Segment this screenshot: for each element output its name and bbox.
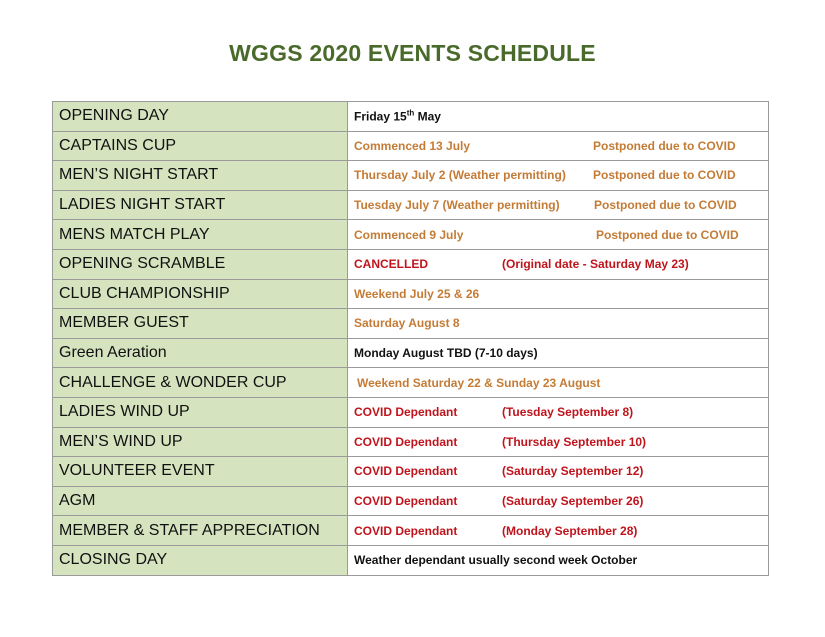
event-status: (Saturday September 26) — [502, 494, 644, 509]
event-name: CHALLENGE & WONDER CUP — [53, 368, 348, 398]
event-date: COVID Dependant — [354, 523, 458, 538]
table-row — [53, 486, 769, 516]
event-date-cell — [348, 249, 769, 279]
event-name: MEMBER & STAFF APPRECIATION — [53, 516, 348, 546]
event-name: OPENING SCRAMBLE — [53, 249, 348, 279]
event-name: MENS MATCH PLAY — [53, 220, 348, 250]
event-status: Postponed due to COVID — [596, 227, 739, 242]
event-date-cell — [348, 457, 769, 487]
event-date: Commenced 13 July — [354, 138, 471, 153]
event-date-cell — [348, 486, 769, 516]
event-date-cell — [348, 190, 769, 220]
table-row — [53, 220, 769, 250]
event-status: Postponed due to COVID — [594, 198, 737, 213]
event-date-cell — [348, 279, 769, 309]
event-date: Monday August TBD (7-10 days) — [354, 346, 538, 361]
table-row — [53, 368, 769, 398]
event-name: LADIES NIGHT START — [53, 190, 348, 220]
event-name: LADIES WIND UP — [53, 397, 348, 427]
event-date: CANCELLED — [354, 257, 428, 272]
table-row — [53, 545, 769, 575]
table-row — [53, 102, 769, 132]
event-date: Weekend July 25 & 26 — [354, 286, 480, 301]
event-date-cell — [348, 427, 769, 457]
event-date-cell — [348, 545, 769, 575]
event-date: Commenced 9 July — [354, 227, 464, 242]
event-status: (Monday September 28) — [502, 523, 638, 538]
event-date: Thursday July 2 (Weather permitting) — [354, 168, 566, 183]
table-row — [53, 397, 769, 427]
event-date: COVID Dependant — [354, 494, 458, 509]
table-row — [53, 309, 769, 339]
event-name: MEN’S NIGHT START — [53, 161, 348, 191]
event-date-cell — [348, 516, 769, 546]
events-schedule-table — [52, 101, 769, 576]
event-name: Green Aeration — [53, 338, 348, 368]
event-date: Tuesday July 7 (Weather permitting) — [354, 198, 560, 213]
event-status: (Saturday September 12) — [502, 464, 644, 479]
table-row — [53, 279, 769, 309]
table-row — [53, 161, 769, 191]
table-row — [53, 516, 769, 546]
event-name: CLOSING DAY — [53, 545, 348, 575]
event-date-cell — [348, 131, 769, 161]
event-date: COVID Dependant — [354, 464, 458, 479]
event-name: CAPTAINS CUP — [53, 131, 348, 161]
event-status: (Thursday September 10) — [502, 434, 647, 449]
event-name: MEMBER GUEST — [53, 309, 348, 339]
table-row — [53, 131, 769, 161]
table-row — [53, 457, 769, 487]
event-date-cell — [348, 220, 769, 250]
table-row — [53, 249, 769, 279]
event-status: Postponed due to COVID — [593, 168, 736, 183]
event-date: Weekend Saturday 22 & Sunday 23 August — [357, 375, 601, 390]
page-title: WGGS 2020 EVENTS SCHEDULE — [229, 40, 596, 66]
event-name: OPENING DAY — [53, 102, 348, 132]
table-row — [53, 338, 769, 368]
event-name: MEN’S WIND UP — [53, 427, 348, 457]
event-status: Postponed due to COVID — [593, 138, 736, 153]
event-date-cell — [348, 338, 769, 368]
event-status: (Tuesday September 8) — [502, 405, 634, 420]
event-date: Saturday August 8 — [354, 316, 460, 331]
event-name: VOLUNTEER EVENT — [53, 457, 348, 487]
event-date-cell — [348, 161, 769, 191]
event-date-cell — [348, 102, 769, 132]
event-name: AGM — [53, 486, 348, 516]
event-status: (Original date - Saturday May 23) — [502, 257, 689, 272]
event-date: Friday 15th May — [354, 108, 441, 124]
event-date-cell — [348, 397, 769, 427]
table-row — [53, 190, 769, 220]
event-date: COVID Dependant — [354, 434, 458, 449]
event-name: CLUB CHAMPIONSHIP — [53, 279, 348, 309]
event-date-cell — [348, 309, 769, 339]
event-date: COVID Dependant — [354, 405, 458, 420]
event-date-cell — [348, 368, 769, 398]
event-date: Weather dependant usually second week October — [354, 553, 638, 568]
table-row — [53, 427, 769, 457]
